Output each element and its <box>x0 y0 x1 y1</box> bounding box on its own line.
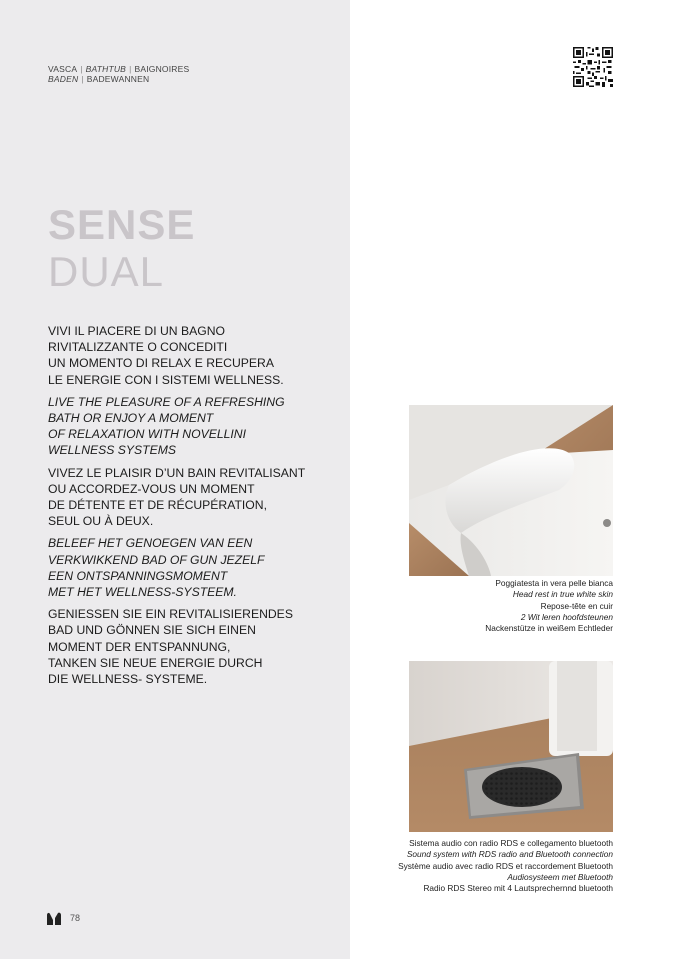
caption-line: Sound system with RDS radio and Bluetooth connection <box>406 849 613 860</box>
description-line: LE ENERGIE CON I SISTEMI WELLNESS. <box>48 372 284 387</box>
breadcrumb <box>48 64 189 84</box>
headrest-caption <box>485 578 613 634</box>
headrest-photo <box>409 405 613 576</box>
description-line: DIE WELLNESS- SYSTEME. <box>48 672 208 687</box>
crumb-badewannen: BADEWANNEN <box>86 74 150 84</box>
description-line: VERKWIKKEND BAD OF GUN JEZELF <box>48 552 265 567</box>
caption-line: Poggiatesta in vera pelle bianca <box>495 578 613 588</box>
description-line: VIVI IL PIACERE DI UN BAGNO <box>48 324 225 338</box>
caption-line: Audiosysteem met Bluetooth <box>507 871 613 882</box>
description-line: TANKEN SIE NEUE ENERGIE DURCH <box>48 655 263 670</box>
crumb-baignoires: BAIGNOIRES <box>134 64 190 74</box>
description-line: BATH OR ENJOY A MOMENT <box>48 411 214 426</box>
crumb-separator: | <box>129 64 132 74</box>
description-paragraph <box>48 465 338 530</box>
description-line: MOMENT DER ENTSPANNUNG, <box>48 639 231 654</box>
caption-line: Head rest in true white skin <box>512 589 613 600</box>
crumb-separator: | <box>81 74 84 84</box>
description-line: GENIESSEN SIE EIN REVITALISIERENDES <box>48 607 293 622</box>
description-line: BAD UND GÖNNEN SIE SICH EINEN <box>48 623 256 638</box>
caption-line: 2 Wit leren hoofdsteunen <box>520 611 613 622</box>
product-title-sense: SENSE <box>48 201 196 248</box>
page-number: 78 <box>70 913 81 923</box>
breadcrumb-row-2 <box>48 74 189 84</box>
audio-system-caption <box>398 838 613 894</box>
caption-line: Système audio avec radio RDS et raccordement Bluetooth <box>398 860 613 871</box>
description-line: BELEEF HET GENOEGEN VAN EEN <box>48 536 253 551</box>
crumb-vasca: VASCA <box>48 64 78 74</box>
description-paragraph <box>48 535 338 600</box>
caption-line: Nackenstütze in weißem Echtleder <box>485 623 613 634</box>
description-paragraph <box>48 394 338 459</box>
caption-line: Radio RDS Stereo mit 4 Lautsprechernnd bluetooth <box>423 883 613 894</box>
breadcrumb-row-1 <box>48 64 189 74</box>
description-line: RIVITALIZZANTE O CONCEDITI <box>48 340 228 355</box>
crumb-baden: BADEN <box>48 74 79 84</box>
description-line: DE DÉTENTE ET DE RÉCUPÉRATION, <box>48 498 267 513</box>
description-text <box>48 323 338 693</box>
description-line: OF RELAXATION WITH NOVELLINI <box>48 427 246 442</box>
qr-code-icon[interactable] <box>573 47 613 87</box>
description-line: OU ACCORDEZ-VOUS UN MOMENT <box>48 481 255 496</box>
description-line: UN MOMENTO DI RELAX E RECUPERA <box>48 356 274 371</box>
description-line: EEN ONTSPANNINGSMOMENT <box>48 568 228 583</box>
description-line: VIVEZ LE PLAISIR D’UN BAIN REVITALISANT <box>48 465 306 480</box>
crumb-separator: | <box>80 64 83 74</box>
description-line: WELLNESS SYSTEMS <box>48 443 177 458</box>
description-line: SEUL OU À DEUX. <box>48 514 154 529</box>
description-line: LIVE THE PLEASURE OF A REFRESHING <box>48 394 285 409</box>
audio-system-photo <box>409 661 613 832</box>
novellini-logo-icon <box>46 912 62 926</box>
crumb-bathtub: BATHTUB <box>85 64 127 74</box>
caption-line: Sistema audio con radio RDS e collegamento bluetooth <box>409 838 613 848</box>
description-paragraph <box>48 323 338 388</box>
caption-line: Repose-tête en cuir <box>540 600 613 611</box>
description-line: MET HET WELLNESS-SYSTEEM. <box>48 585 237 600</box>
product-title-dual: DUAL <box>48 248 165 295</box>
description-paragraph <box>48 606 338 687</box>
